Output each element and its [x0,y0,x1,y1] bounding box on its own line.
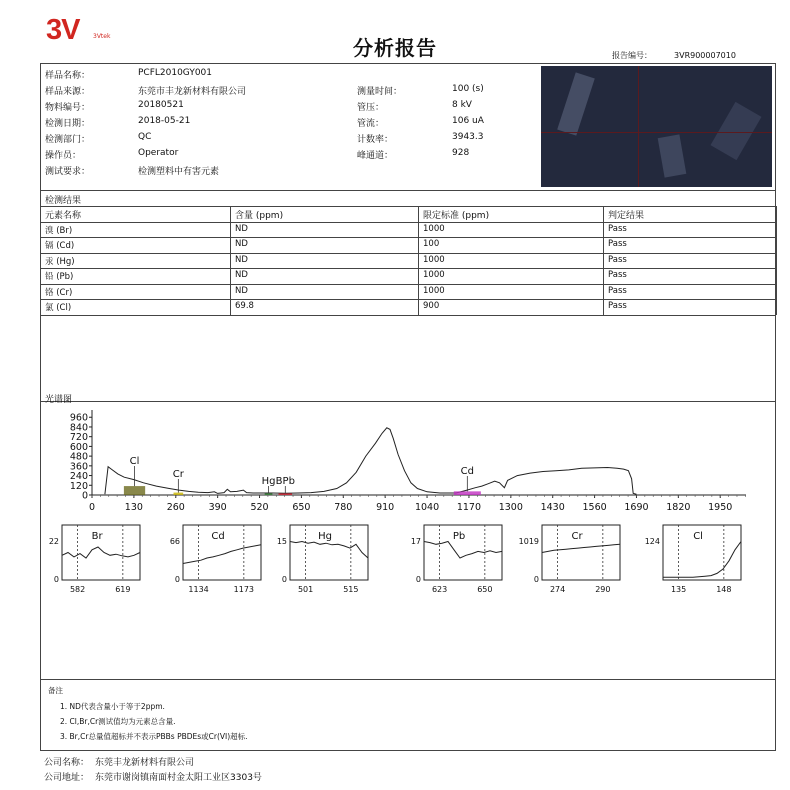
table-cell: ND [235,270,248,280]
mini-chart-xmax: 148 [716,585,732,594]
peak-label: Cr [172,469,184,480]
mini-chart-xmax: 290 [595,585,611,594]
peak-label: Cl [129,456,140,467]
table-line [40,284,776,285]
x-tick-label: 0 [88,502,96,513]
mini-chart-xmax: 1173 [233,585,255,594]
peak-label: Hg [261,476,276,487]
info-label: 检测部门： [45,135,91,145]
table-line [418,206,419,315]
mini-chart-line [542,544,620,552]
notes-title: 备注 [48,686,63,695]
mini-chart-line [62,547,140,558]
company-label: 公司名称： [44,758,90,768]
y-tick-label: 120 [69,480,88,492]
table-cell: ND [235,239,248,249]
table-cell: ND [235,285,248,296]
y-tick-label: 960 [69,412,88,424]
logo-subtext: 3Vtek [93,33,111,40]
x-tick-label: 520 [250,502,269,513]
x-tick-label: 130 [124,502,143,513]
x-tick-label: 1560 [582,502,607,513]
table-line [40,299,776,300]
mini-chart-ymax: 22 [48,537,59,546]
info-value: 20180521 [138,100,184,110]
mini-chart-element: Pb [452,531,466,542]
y-tick-label: 0 [81,490,88,502]
y-tick-label: 240 [69,471,88,483]
info-value: 928 [452,148,470,158]
report-number-value: 3VR900007010 [674,51,736,60]
note-item: 1. ND代表含量小于等于2ppm. [60,702,165,711]
mini-chart-ymin: 0 [415,575,421,584]
address-label: 公司地址： [44,773,90,783]
peak-marker [174,493,184,495]
mini-chart-xmin: 623 [431,585,448,594]
info-value: 106 uA [452,116,484,126]
mini-chart-element: Cd [211,531,225,542]
mini-chart-xmax: 650 [477,585,493,594]
mini-chart-xmax: 515 [343,585,359,594]
table-cell: ND [235,223,248,234]
divider [40,190,776,191]
table-cell: Pass [608,285,627,296]
table-line [40,206,776,207]
divider [40,401,776,402]
mini-chart-line [183,545,261,564]
table-cell: 69.8 [235,301,254,311]
info-value: 检测塑料中有害元素 [138,167,220,177]
x-tick-label: 650 [292,502,311,513]
table-cell: 铅 (Pb) [45,272,74,282]
spectrum-line [105,428,637,494]
table-header: 判定结果 [608,211,645,221]
table-cell: 溴 (Br) [45,225,73,236]
mini-chart-element: Cr [571,531,583,542]
company-logo: 3V [46,14,80,46]
table-line [40,222,776,223]
table-cell: 1000 [423,254,445,265]
mini-chart-xmin: 501 [297,585,314,594]
info-value: Operator [138,148,179,158]
mini-chart-xmax: 619 [115,585,131,594]
mini-chart-xmin: 582 [69,585,86,594]
mini-chart-xmin: 135 [670,585,687,594]
note-item: 3. Br,Cr总量值超标并不表示PBBs PBDEs或Cr(VI)超标. [60,732,248,741]
x-tick-label: 1950 [708,502,733,513]
x-tick-label: 1170 [456,502,482,513]
x-tick-label: 910 [376,502,395,513]
info-label: 计数率： [357,135,394,145]
table-line [40,253,776,254]
x-tick-label: 1040 [414,502,440,513]
table-cell: 900 [423,301,440,311]
mini-chart-ymax: 15 [276,537,287,546]
x-tick-label: 1690 [624,502,649,513]
info-label: 管流： [357,119,385,129]
table-cell: 1000 [423,285,445,296]
x-tick-label: 260 [166,502,185,513]
page-title: 分析报告 [353,36,437,60]
mini-chart-ymax: 66 [169,537,180,546]
y-tick-label: 840 [69,422,88,434]
info-label: 样品来源： [45,87,91,97]
table-line [603,206,604,315]
peak-label: BPb [275,476,295,487]
info-label: 物料编号： [45,103,91,113]
table-cell: Pass [608,239,627,249]
report-number [612,50,736,61]
table-line [40,237,776,238]
info-label: 峰通道： [357,151,394,161]
table-cell: 1000 [423,223,445,234]
mini-chart-ymin: 0 [281,575,287,584]
info-value: 3943.3 [452,132,484,142]
y-tick-label: 720 [69,432,88,444]
info-value: QC [138,132,152,142]
info-value: 东莞市丰龙新材料有限公司 [138,87,247,97]
company-address [44,770,262,783]
x-tick-label: 1430 [540,502,565,513]
info-label: 测试要求： [45,167,91,177]
mini-chart-ymin: 0 [174,575,180,584]
table-cell: 镉 (Cd) [45,241,75,251]
x-tick-label: 390 [208,502,227,513]
y-tick-label: 600 [69,441,88,453]
table-cell: Pass [608,270,627,280]
table-cell: 铬 (Cr) [45,287,73,298]
table-header: 含量 (ppm) [235,211,284,221]
table-header: 限定标准 (ppm) [423,211,490,221]
info-label: 测量时间： [357,87,403,97]
company-value: 东莞丰龙新材料有限公司 [95,758,195,768]
table-cell: Pass [608,223,627,234]
spectrum-chart [0,404,790,524]
table-line [40,315,776,316]
mini-chart-element: Cl [693,531,703,542]
mini-chart-line [424,542,502,559]
info-value: 2018-05-21 [138,116,191,126]
x-tick-label: 780 [334,502,353,513]
x-tick-label: 1300 [498,502,523,513]
results-title: 检测结果 [45,196,82,206]
peak-marker [124,486,145,495]
table-cell: 汞 (Hg) [45,256,75,267]
peak-marker [454,491,481,495]
spectrum-title: 光谱图 [45,395,73,405]
info-label: 操作员： [45,151,82,161]
info-label: 管压： [357,103,385,113]
mini-chart-element: Br [91,531,103,542]
table-line [40,206,41,315]
mini-chart-xmin: 274 [549,585,566,594]
info-value: 8 kV [452,100,472,110]
table-cell: 1000 [423,270,445,280]
peak-label: Cd [460,466,474,477]
table-cell: 氯 (Cl) [45,303,72,313]
table-cell: ND [235,254,248,265]
y-tick-label: 360 [69,461,88,473]
x-tick-label: 1820 [666,502,691,513]
address-value: 东莞市谢岗镇南面村金太阳工业区3303号 [95,773,262,783]
peak-marker [279,493,293,495]
mini-chart-ymin: 0 [533,575,539,584]
mini-chart-ymax: 17 [410,537,421,546]
mini-chart-ymax: 1019 [518,537,539,546]
mini-chart-element: Hg [318,531,333,542]
mini-chart-ymax: 124 [644,537,660,546]
divider [40,679,776,680]
info-label: 检测日期： [45,119,91,129]
info-label: 样品名称： [45,71,91,81]
mini-chart-ymin: 0 [53,575,59,584]
mini-chart-xmin: 1134 [188,585,209,594]
table-line [230,206,231,315]
table-cell: Pass [608,254,627,265]
table-cell: 100 [423,239,440,249]
mini-charts [0,520,790,600]
report-number-label: 报告编号： [612,51,652,60]
table-cell: Pass [608,301,627,311]
info-value: PCFL2010GY001 [138,68,213,78]
peak-marker [265,493,273,495]
table-header: 元素名称 [45,211,82,221]
mini-chart-line [290,542,368,559]
note-item: 2. Cl,Br,Cr测试值均为元素总含量. [60,717,176,726]
table-line [776,206,777,315]
sample-photo [541,66,772,187]
table-line [40,268,776,269]
info-value: 100 (s) [452,84,484,94]
company-name [44,755,194,768]
mini-chart-line [663,542,741,578]
y-tick-label: 480 [69,451,88,463]
